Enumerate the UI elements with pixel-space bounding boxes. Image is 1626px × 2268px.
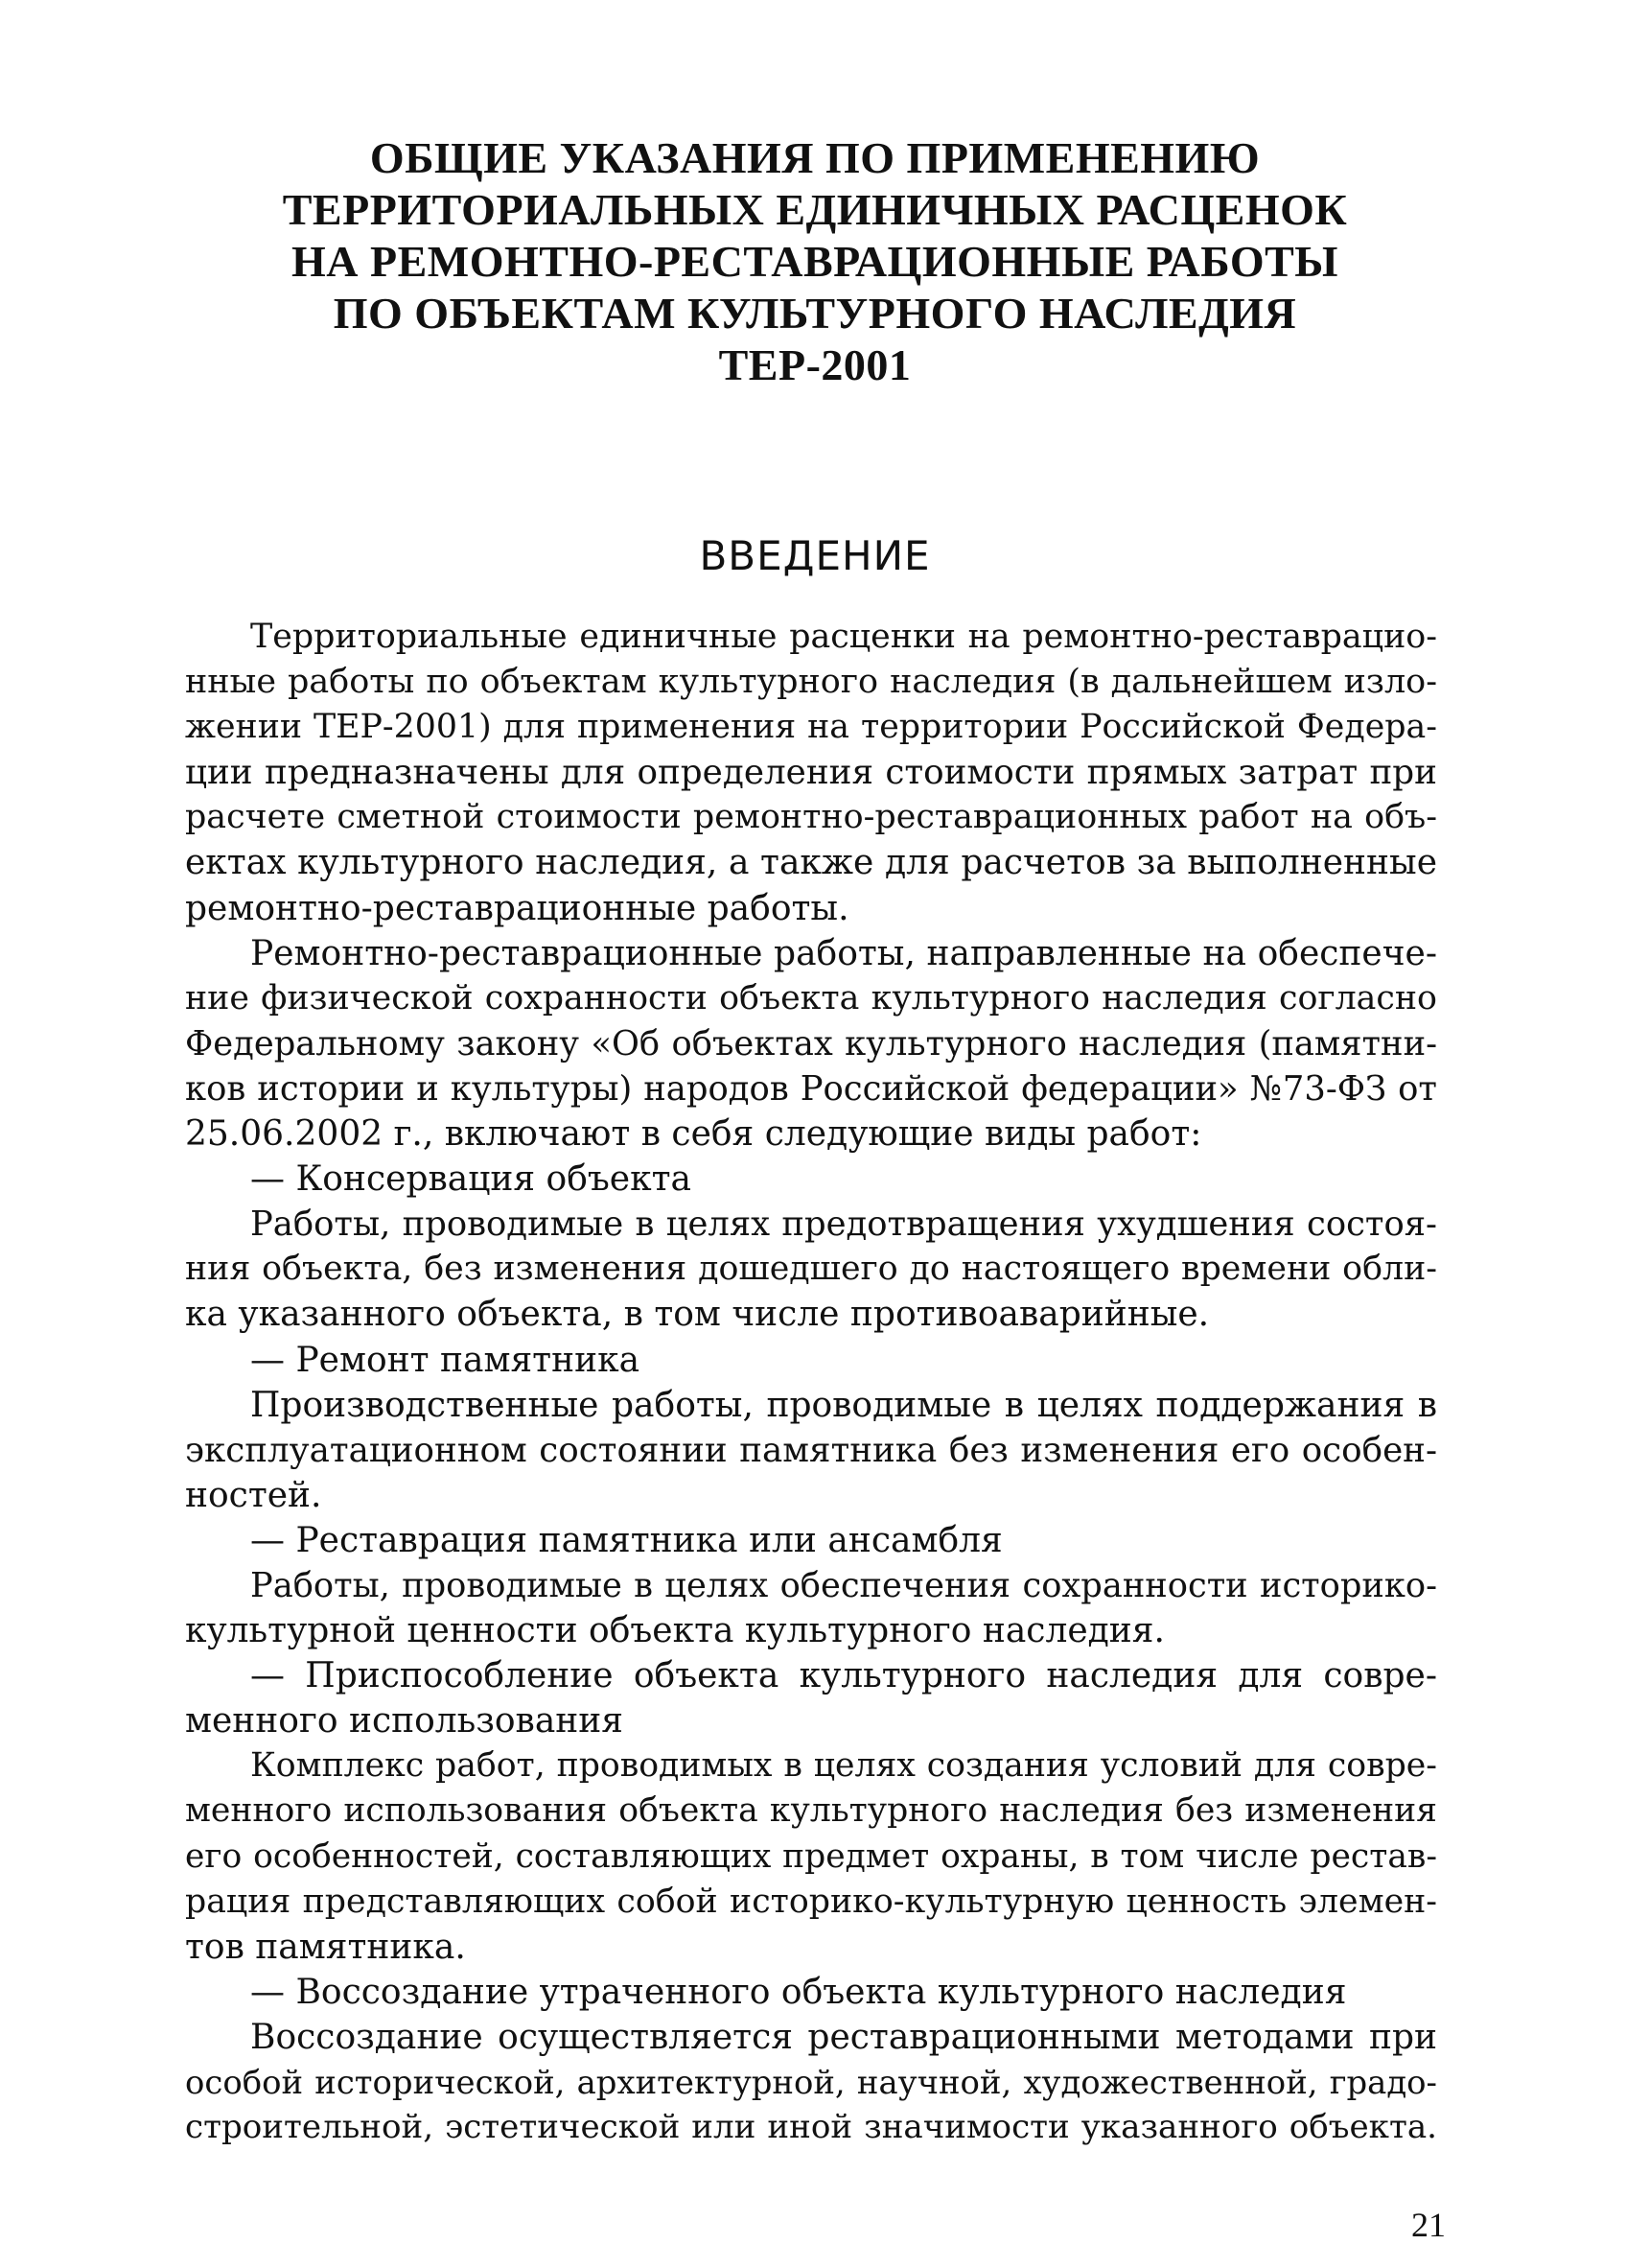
document-heading (182, 132, 1448, 391)
text-line: Работы, проводимые в целях предотвращения ухудшения состоя- (250, 1204, 1437, 1245)
text-line: культурной ценности объекта культурного наследия. (185, 1611, 1165, 1651)
list-item: — Приспособление объекта культурного наследия для совре- (250, 1656, 1437, 1696)
heading-line: ТЕРРИТОРИАЛЬНЫХ ЕДИНИЧНЫХ РАСЦЕНОК (282, 185, 1348, 234)
section-title: ВВЕДЕНИЕ (699, 532, 931, 579)
list-item: — Реставрация памятника или ансамбля (250, 1520, 1003, 1560)
list-item: — Консервация объекта (250, 1159, 691, 1200)
text-line: ка указанного объекта, в том числе противоаварийные. (185, 1295, 1210, 1335)
text-line: Федеральному закону «Об объектах культурного наследия (памятни- (185, 1023, 1437, 1064)
text-line: его особенностей, составляющих предмет охраны, в том числе рестав- (185, 1836, 1437, 1876)
heading-line: НА РЕМОНТНО-РЕСТАВРАЦИОННЫЕ РАБОТЫ (291, 237, 1338, 286)
text-line: нные работы по объектам культурного наследия (в дальнейшем изло- (185, 663, 1437, 702)
heading-line: ОБЩИЕ УКАЗАНИЯ ПО ПРИМЕНЕНИЮ (369, 133, 1261, 182)
text-line: Производственные работы, проводимые в целях поддержания в (250, 1385, 1437, 1425)
text-line: менного использования (185, 1701, 623, 1742)
heading-line: ПО ОБЪЕКТАМ КУЛЬТУРНОГО НАСЛЕДИЯ (333, 289, 1297, 338)
text-line: Комплекс работ, проводимых в целях создания условий для совре- (250, 1746, 1437, 1786)
text-line: менного использования объекта культурного наследия без изменения (185, 1791, 1437, 1831)
heading-line: ТЕР-2001 (718, 340, 912, 389)
text-line: ции предназначены для определения стоимости прямых затрат при (185, 753, 1437, 793)
text-line: особой исторической, архитектурной, научной, художественной, градо- (185, 2064, 1437, 2101)
list-item: — Воссоздание утраченного объекта культурного наследия (250, 1972, 1347, 2012)
page-number: 21 (1411, 2206, 1446, 2244)
text-line: ностей. (185, 1475, 322, 1515)
text-line: Территориальные единичные расценки на ремонтно-реставрацио- (250, 618, 1437, 656)
text-line: строительной, эстетической или иной значимости указанного объекта. (185, 2108, 1437, 2147)
text-line: ектах культурного наследия, а также для расчетов за выполненные (185, 843, 1437, 883)
text-line: эксплуатационном состоянии памятника без изменения его особен- (185, 1430, 1437, 1470)
body-text (185, 615, 1437, 2150)
text-line: ние физической сохранности объекта культурного наследия согласно (185, 978, 1437, 1017)
text-line: Работы, проводимые в целях обеспечения сохранности историко- (250, 1565, 1437, 1605)
text-line: рация представляющих собой историко-культурную ценность элемен- (185, 1882, 1437, 1921)
text-line: 25.06.2002 г., включают в себя следующие виды работ: (185, 1114, 1202, 1155)
text-line: ния объекта, без изменения дошедшего до настоящего времени обли- (185, 1250, 1437, 1289)
text-line: ков истории и культуры) народов Российской федерации» №73-ФЗ от (185, 1068, 1437, 1109)
text-line: ремонтно-реставрационные работы. (185, 888, 849, 928)
text-line: жении ТЕР-2001) для применения на территории Российской Федера- (185, 708, 1437, 747)
text-line: Ремонтно-реставрационные работы, направленные на обеспече- (250, 933, 1437, 973)
text-line: тов памятника. (185, 1927, 466, 1967)
text-line: расчете сметной стоимости ремонтно-реставрационных работ на объ- (185, 798, 1437, 837)
list-item: — Ремонт памятника (250, 1340, 640, 1380)
text-line: Воссоздание осуществляется реставрационными методами при (250, 2017, 1437, 2057)
